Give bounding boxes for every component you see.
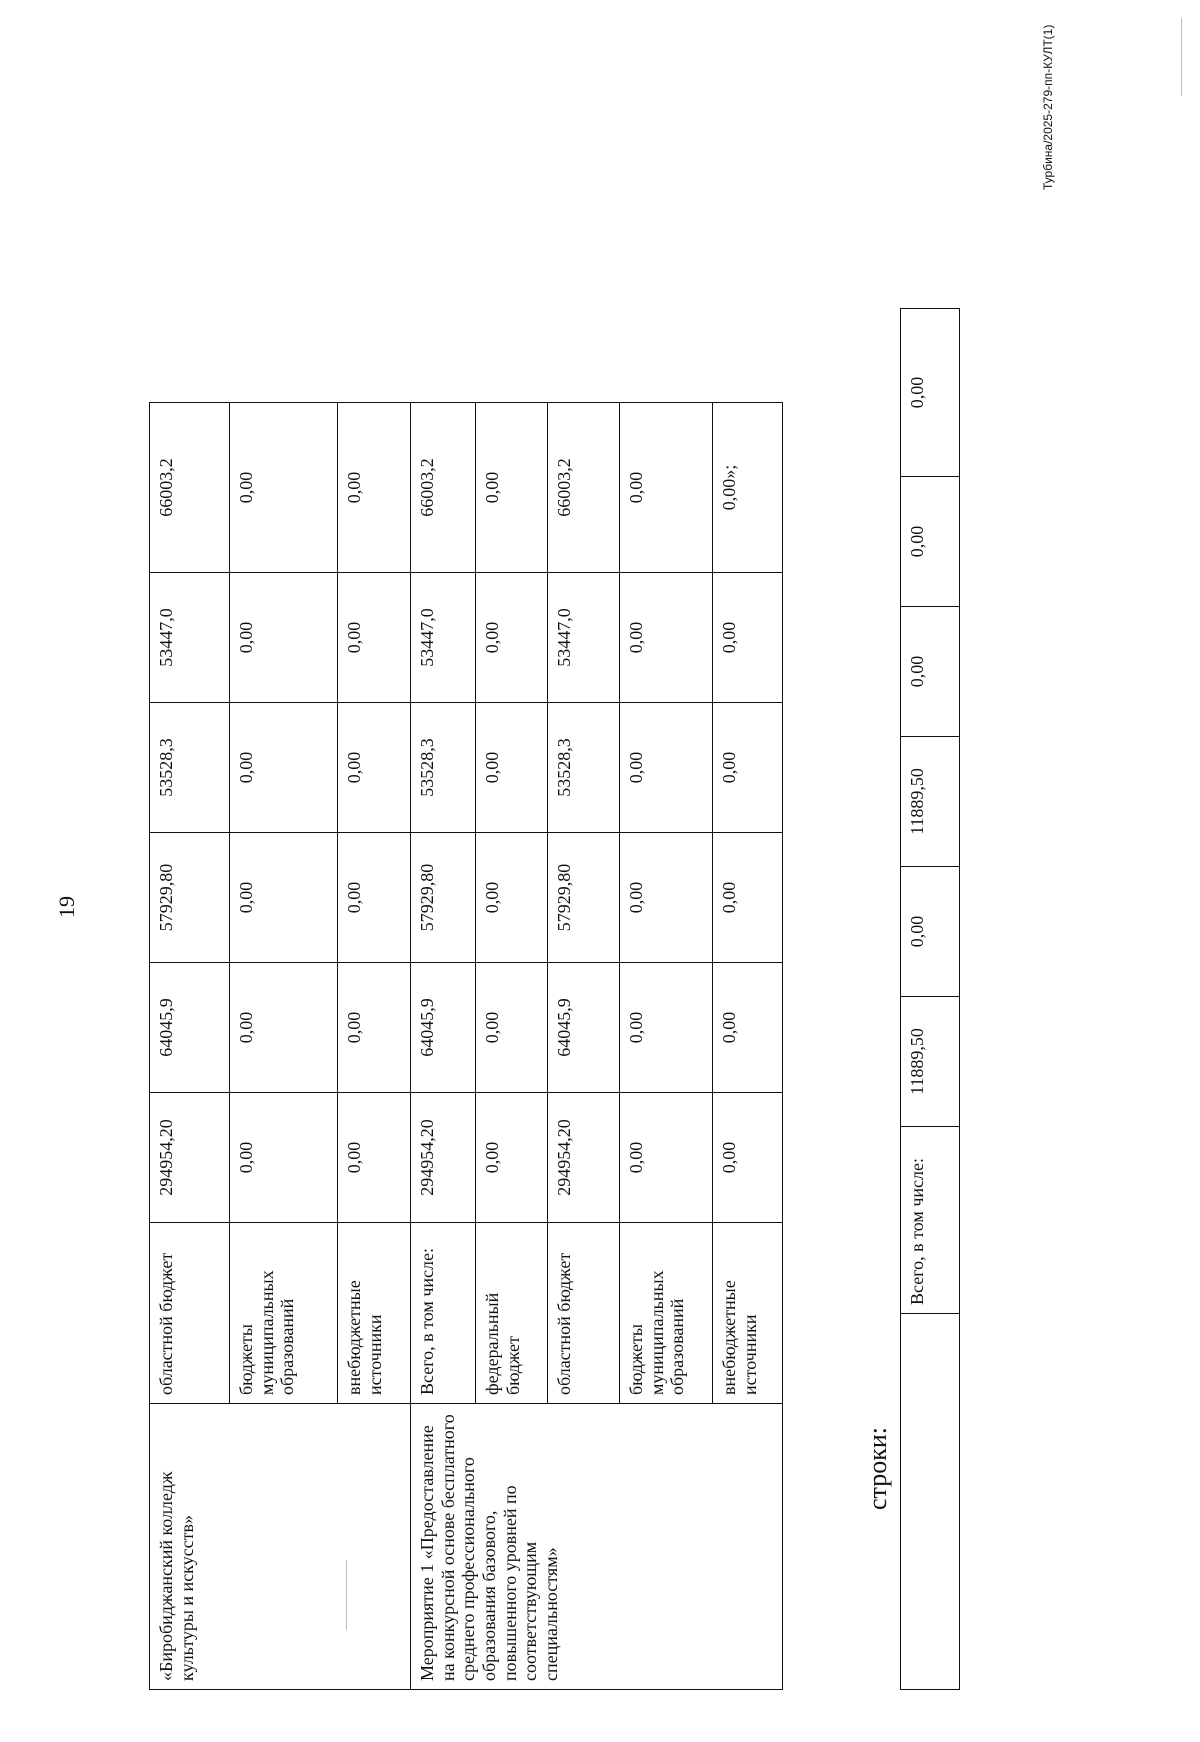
- value-cell: 0,00: [476, 403, 548, 573]
- value-cell: 53528,3: [150, 703, 230, 833]
- value-cell: 0,00: [713, 833, 783, 963]
- rotated-document: [0, 142, 1040, 1742]
- value-cell: 57929,80: [548, 833, 620, 963]
- value-cell: 0,00: [338, 1093, 411, 1223]
- program-name-cell: «Биробиджанский колледж культуры и искусств»: [150, 1404, 411, 1690]
- value-cell: 0,00: [620, 703, 713, 833]
- source-cell: бюджеты муниципальных образований: [620, 1223, 713, 1404]
- value-cell: 66003,2: [548, 403, 620, 573]
- source-cell: Всего, в том числе:: [411, 1223, 476, 1404]
- value-cell: 57929,80: [411, 833, 476, 963]
- value-cell: 64045,9: [411, 963, 476, 1093]
- value-cell: 0,00: [230, 403, 338, 573]
- value-cell: 0,00: [338, 703, 411, 833]
- value-cell: 0,00: [901, 309, 960, 477]
- value-cell: 57929,80: [150, 833, 230, 963]
- value-cell: 0,00: [901, 477, 960, 607]
- scan-mark: [1181, 18, 1182, 96]
- value-cell: 11889,50: [901, 997, 960, 1127]
- value-cell: 66003,2: [411, 403, 476, 573]
- source-cell: внебюджетные источники: [713, 1223, 783, 1404]
- value-cell: 0,00: [338, 833, 411, 963]
- page-number: 19: [54, 896, 79, 918]
- summary-table: [900, 308, 960, 1690]
- value-cell: 0,00: [230, 833, 338, 963]
- value-cell: 53447,0: [150, 573, 230, 703]
- value-cell: 0,00: [620, 1093, 713, 1223]
- value-cell: 294954,20: [150, 1093, 230, 1223]
- value-cell: 64045,9: [150, 963, 230, 1093]
- value-cell: 0,00: [901, 607, 960, 737]
- value-cell: 53528,3: [411, 703, 476, 833]
- value-cell: 11889,50: [901, 737, 960, 867]
- value-cell: 0,00: [338, 573, 411, 703]
- value-cell: 53447,0: [548, 573, 620, 703]
- value-cell: 53528,3: [548, 703, 620, 833]
- summary-name-cell: [901, 1314, 960, 1690]
- value-cell: 0,00: [713, 573, 783, 703]
- value-cell: 294954,20: [548, 1093, 620, 1223]
- value-cell: 0,00: [713, 963, 783, 1093]
- value-cell: 0,00: [620, 833, 713, 963]
- value-cell: 0,00: [230, 1093, 338, 1223]
- value-cell: 0,00: [230, 703, 338, 833]
- value-cell: 0,00: [620, 573, 713, 703]
- value-cell: 0,00: [901, 867, 960, 997]
- source-cell: внебюджетные источники: [338, 1223, 411, 1404]
- value-cell: 0,00: [476, 833, 548, 963]
- value-cell: 0,00: [476, 1093, 548, 1223]
- table-row: [901, 309, 960, 1690]
- value-cell: 0,00: [230, 963, 338, 1093]
- value-cell: 0,00: [338, 403, 411, 573]
- value-cell: 0,00: [476, 963, 548, 1093]
- value-cell: 64045,9: [548, 963, 620, 1093]
- source-cell: бюджеты муниципальных образований: [230, 1223, 338, 1404]
- document-code: Турбина/2025-279-пп-КУЛТ(1): [1041, 24, 1055, 190]
- source-cell: федеральный бюджет: [476, 1223, 548, 1404]
- measure-name-cell: Мероприятие 1 «Предоставление на конкурсной основе бесплатного среднего профессионального образования базового, повышенного уровней по соответствующим специальностям»: [411, 1404, 783, 1690]
- value-cell: 0,00: [713, 703, 783, 833]
- table-row: [150, 403, 230, 1690]
- table-row: [411, 403, 476, 1690]
- financing-table: [149, 402, 783, 1690]
- value-cell: 0,00: [620, 963, 713, 1093]
- section-label: строки:: [863, 1427, 892, 1510]
- value-cell: 53447,0: [411, 573, 476, 703]
- value-cell: 0,00: [713, 1093, 783, 1223]
- value-cell: 66003,2: [150, 403, 230, 573]
- source-cell: областной бюджет: [548, 1223, 620, 1404]
- value-cell: 0,00: [620, 403, 713, 573]
- summary-source-cell: Всего, в том числе:: [901, 1127, 960, 1314]
- source-cell: областной бюджет: [150, 1223, 230, 1404]
- value-cell: 0,00: [476, 573, 548, 703]
- value-cell: 294954,20: [411, 1093, 476, 1223]
- value-cell: 0,00: [230, 573, 338, 703]
- value-cell: 0,00»;: [713, 403, 783, 573]
- value-cell: 0,00: [476, 703, 548, 833]
- value-cell: 0,00: [338, 963, 411, 1093]
